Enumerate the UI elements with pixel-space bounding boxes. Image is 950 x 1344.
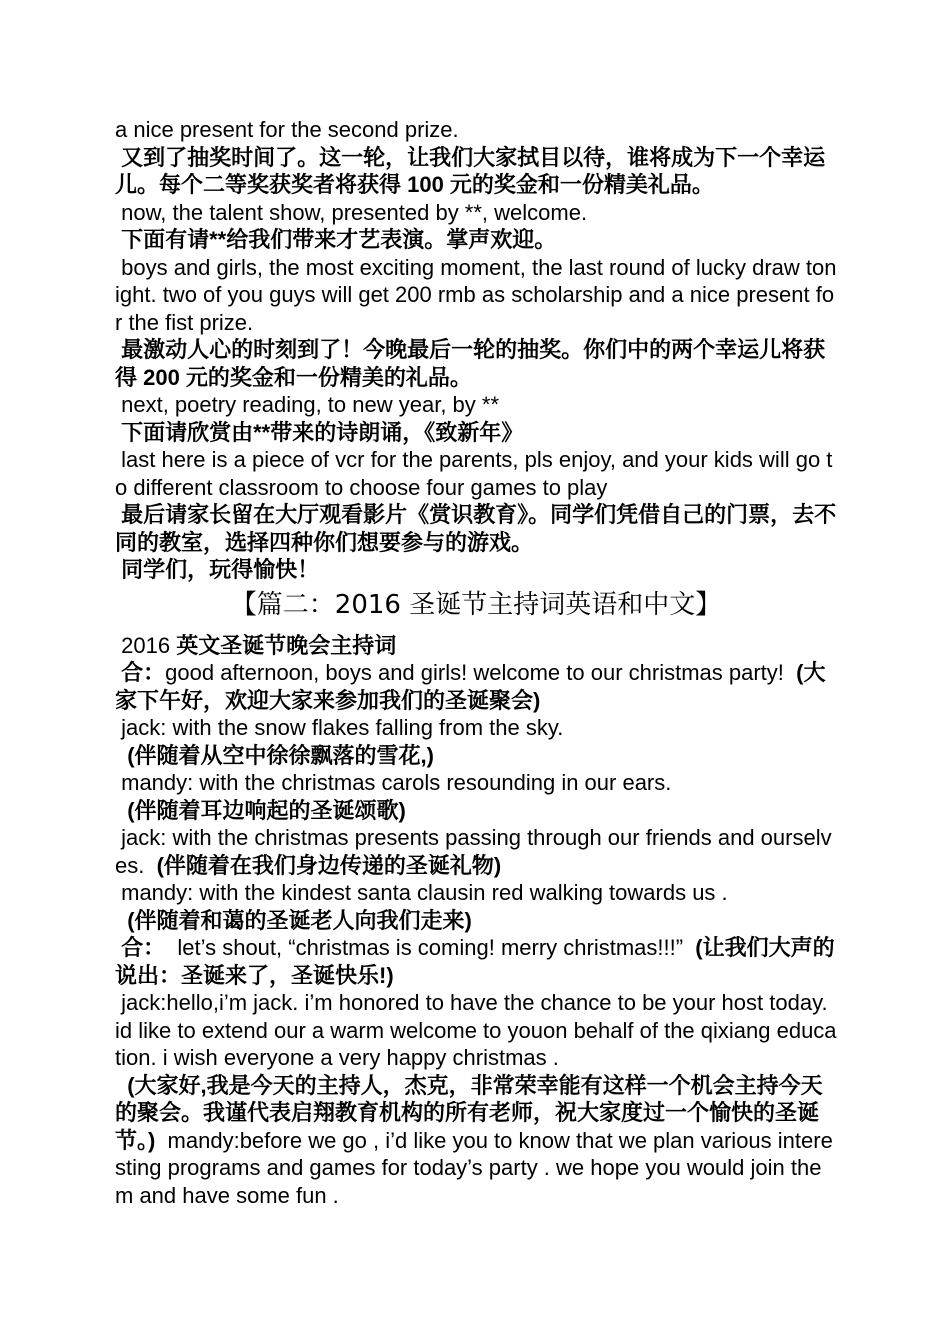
paragraph xyxy=(115,742,837,770)
text-line: now, the talent show, presented by **, welcome. xyxy=(115,199,588,225)
text-line: 又到了抽奖时间了。这一轮，让我们大家拭目以待，谁将成为下一个幸运儿。每个二等奖获奖者将获得 100 元的奖金和一份精美礼品。 xyxy=(115,144,826,197)
english-text: good afternoon, boys and girls! welcome to our christmas party! xyxy=(165,660,784,685)
paragraph xyxy=(115,989,840,1072)
paragraph xyxy=(115,714,837,742)
paragraph xyxy=(115,769,837,797)
chinese-text: (大家下午好，欢迎大家来参加我们的圣诞聚会) xyxy=(115,660,826,713)
text-line: next, poetry reading, to new year, by ** xyxy=(115,392,500,417)
document-page xyxy=(115,116,840,1209)
text-line: last here is a piece of vcr for the parents, pls enjoy, and your kids will go to different classroom to choose four games to play xyxy=(115,447,833,500)
paragraph xyxy=(115,824,837,879)
paragraph xyxy=(115,797,837,825)
english-text: jack: with the snow flakes falling from the sky. xyxy=(115,715,564,740)
english-text: jack:hello,i’m jack. i’m honored to have the chance to be your host today. id like to extend our a warm welcome to youon behalf of the qixiang education. i wish everyone a very happy christmas . xyxy=(115,990,840,1070)
chinese-text: (让我们大声的说出：圣诞来了，圣诞快乐!) xyxy=(115,935,835,988)
text-line: 下面请欣赏由**带来的诗朗诵，《致新年》 xyxy=(115,419,524,445)
text-line: 最激动人心的时刻到了！今晚最后一轮的抽奖。你们中的两个幸运儿将获得 200 元的奖金和一份精美的礼品。 xyxy=(115,337,826,390)
chinese-text: (伴随着和蔼的圣诞老人向我们走来) xyxy=(115,907,472,933)
english-text: mandy: with the kindest santa clausin red walking towards us . xyxy=(115,880,728,905)
paragraph xyxy=(115,659,837,714)
text-line: boys and girls, the most exciting moment, the last round of lucky draw tonight. two of you guys will get 200 rmb as scholarship and a nice present for the fist prize. xyxy=(115,254,837,335)
paragraph xyxy=(115,907,837,935)
text-line: a nice present for the second prize. xyxy=(115,117,459,142)
chinese-text: (伴随着从空中徐徐飘落的雪花,) xyxy=(115,742,434,768)
paragraph xyxy=(115,1072,837,1210)
speaker-label: 合： xyxy=(115,935,166,960)
english-text: jack: with the christmas presents passing through our friends and ourselves. xyxy=(115,825,832,878)
english-text: mandy:before we go , i’d like you to know that we plan various interesting programs and games for today’s party . we hope you would join them and have some fun . xyxy=(115,1127,833,1208)
title-number: 2016 xyxy=(115,632,177,658)
paragraph xyxy=(115,879,837,907)
section-title xyxy=(115,632,837,660)
chinese-text: (伴随着耳边响起的圣诞颂歌) xyxy=(115,797,406,823)
text-line: 同学们，玩得愉快！ xyxy=(115,557,320,582)
title-text: 英文圣诞节晚会主持词 xyxy=(176,632,397,658)
chinese-text: (伴随着在我们身边传递的圣诞礼物) xyxy=(144,852,502,878)
chinese-text: (大家好,我是今天的主持人，杰克，非常荣幸能有这样一个机会主持今天的聚会。我谨代表启翔教育机构的所有老师，祝大家度过一个愉快的圣诞节。) xyxy=(115,1072,823,1153)
paragraph xyxy=(115,934,837,989)
text-line: 最后请家长留在大厅观看影片《赏识教育》。同学们凭借自己的门票，去不同的教室，选择四种你们想要参与的游戏。 xyxy=(115,502,837,555)
section-heading: 【篇二：2016 圣诞节主持词英语和中文】 xyxy=(230,589,722,620)
speaker-label: 合： xyxy=(115,660,166,685)
english-text: mandy: with the christmas carols resounding in our ears. xyxy=(115,770,672,795)
english-text: let’s shout, “christmas is coming! merry christmas!!!” xyxy=(165,935,684,960)
text-line: 下面有请**给我们带来才艺表演。掌声欢迎。 xyxy=(115,227,557,252)
